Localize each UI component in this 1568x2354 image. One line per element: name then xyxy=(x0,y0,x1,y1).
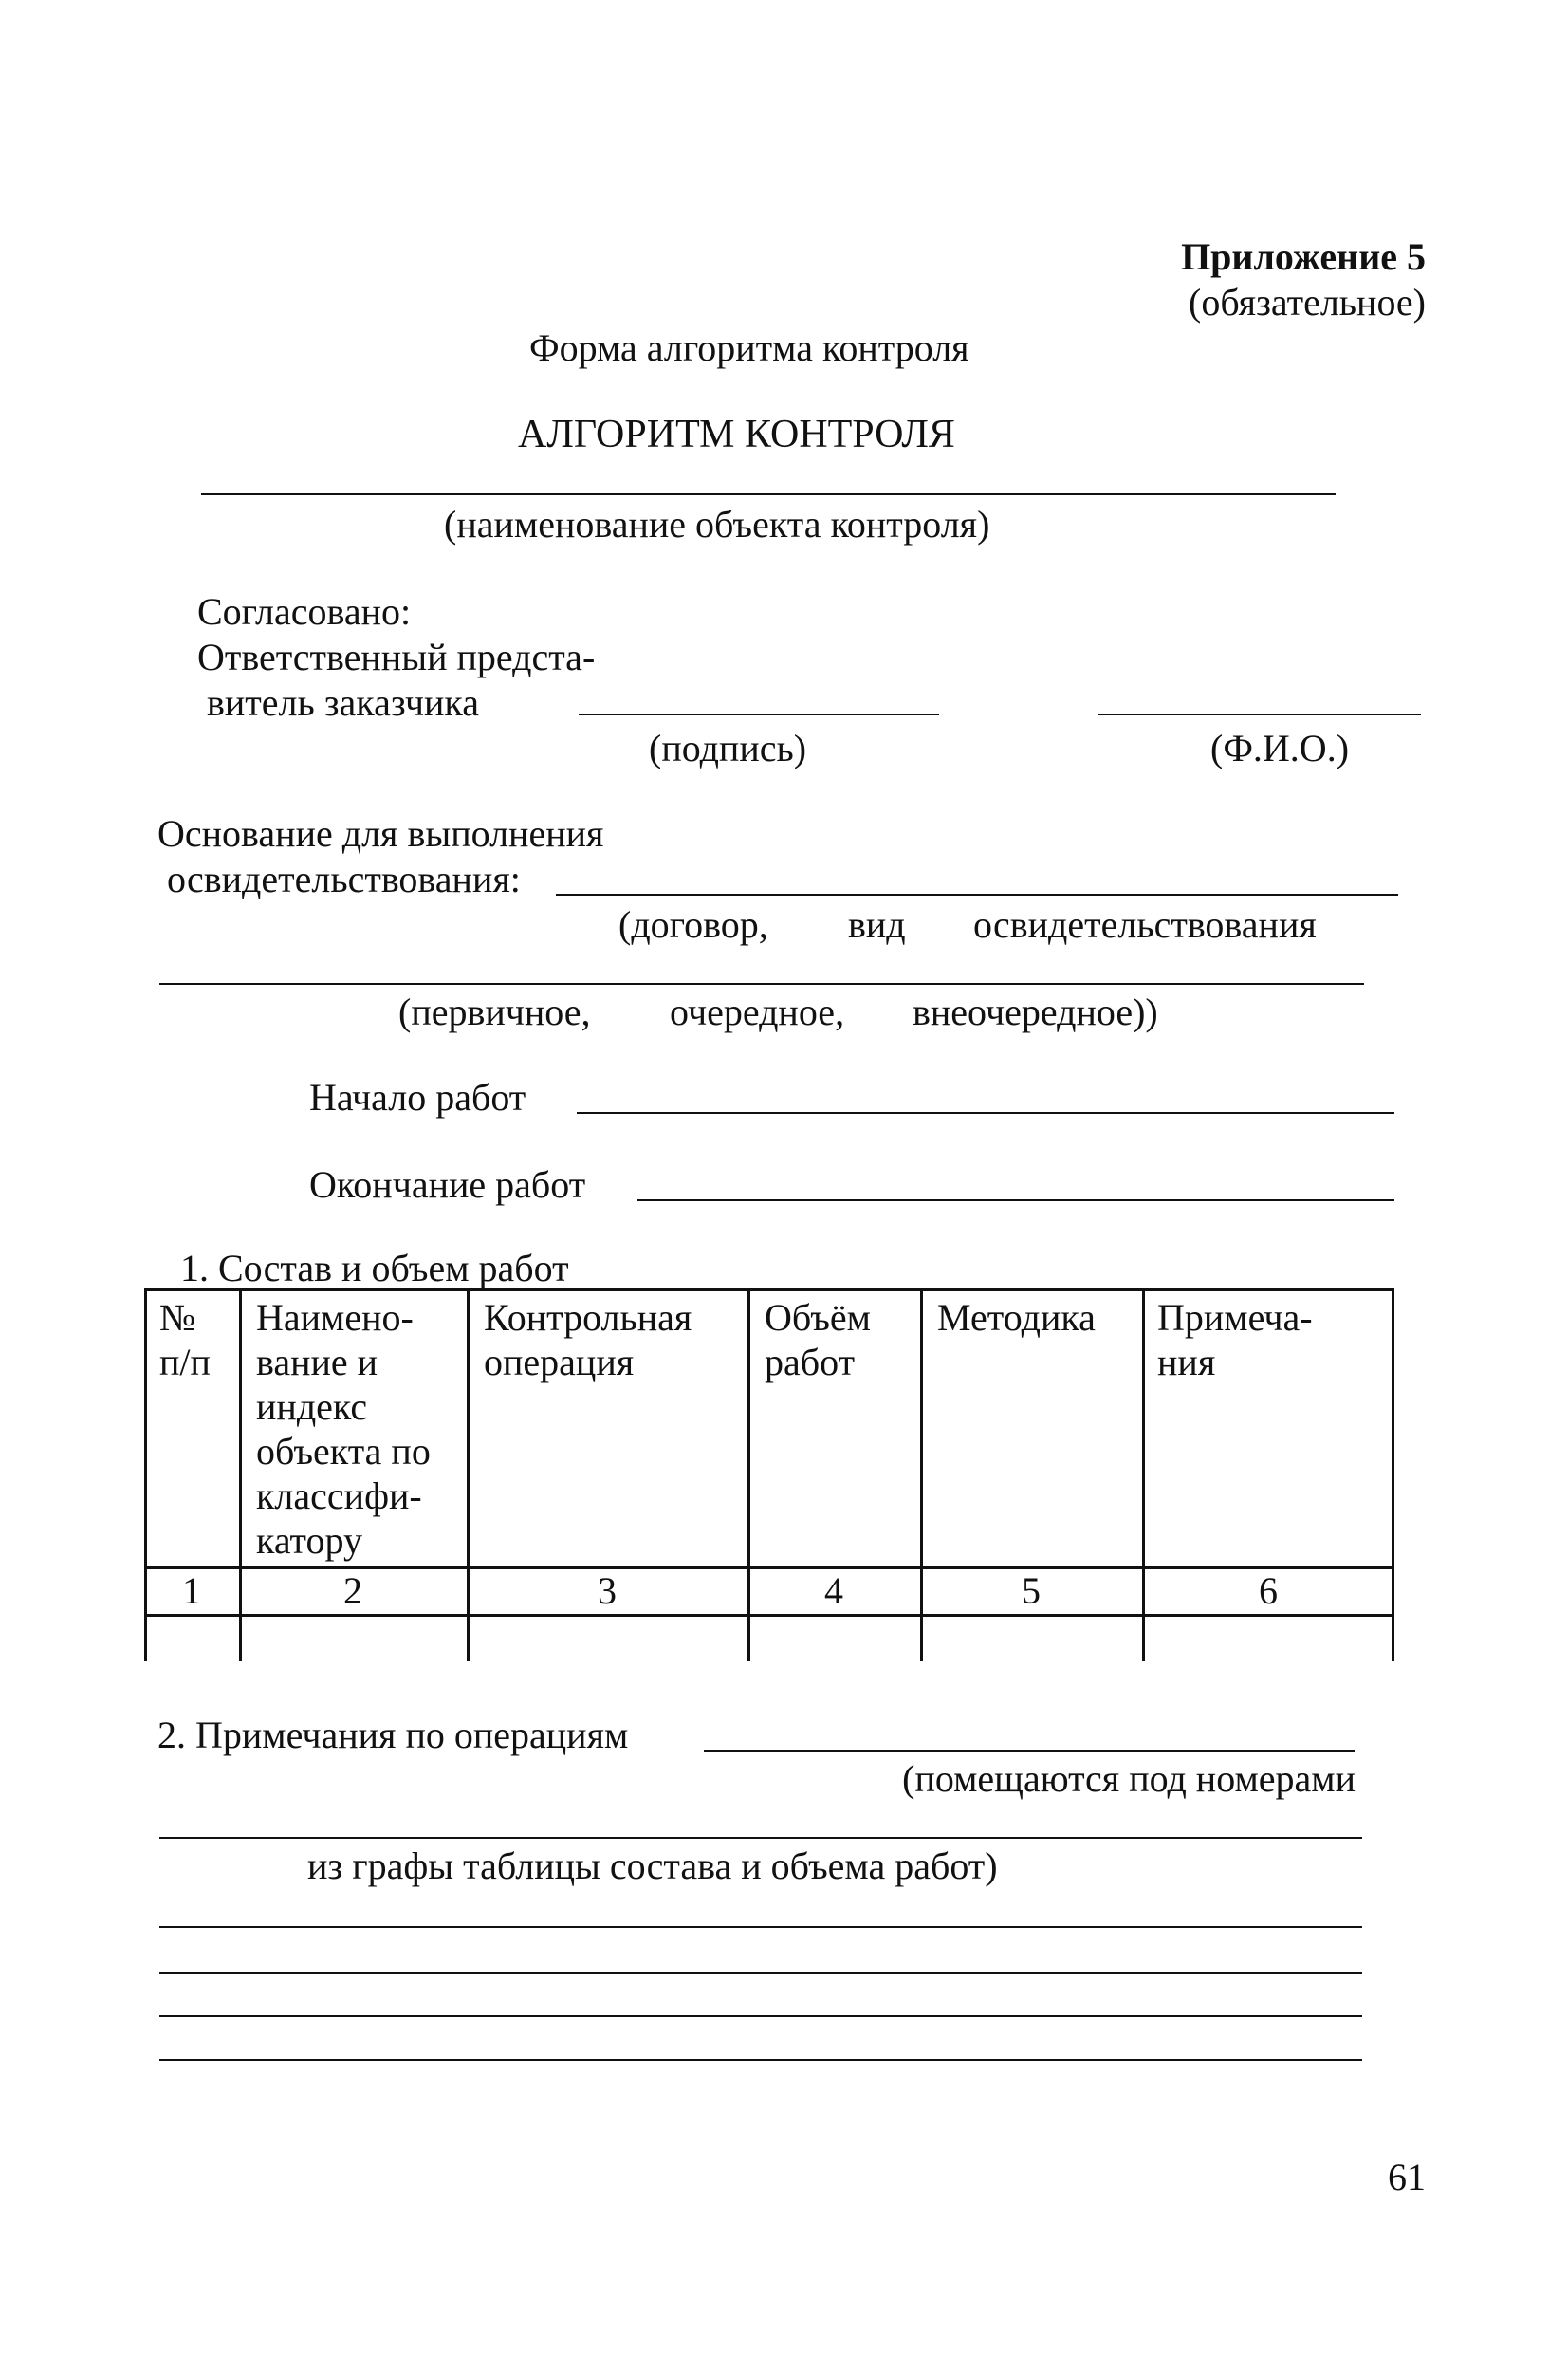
table-header-operation: Контрольная операция xyxy=(484,1296,692,1383)
form-caption: Форма алгоритма контроля xyxy=(529,326,969,369)
basis-hint2-a: (первичное, xyxy=(398,991,591,1033)
table-column-number: 6 xyxy=(1259,1569,1278,1612)
table-header-number: № п/п xyxy=(159,1296,211,1383)
section2-line1[interactable] xyxy=(704,1750,1355,1752)
signature-hint: (подпись) xyxy=(649,727,807,769)
appendix-subtitle: (обязательное) xyxy=(1189,281,1426,324)
approval-role-line1: Ответственный предста- xyxy=(197,636,596,678)
work-start-label: Начало работ xyxy=(309,1076,526,1119)
section2-line5[interactable] xyxy=(159,2015,1362,2017)
work-end-line[interactable] xyxy=(637,1199,1394,1201)
table-column-number: 1 xyxy=(182,1569,201,1612)
full-name-hint: (Ф.И.О.) xyxy=(1210,727,1350,769)
basis-hint2-b: очередное, xyxy=(670,991,845,1033)
table-column-number: 5 xyxy=(1022,1569,1041,1612)
basis-input-line[interactable] xyxy=(556,894,1398,896)
table-column-number: 3 xyxy=(598,1569,617,1612)
section2-line6[interactable] xyxy=(159,2059,1362,2061)
work-end-label: Окончание работ xyxy=(309,1163,586,1206)
basis-hint2-c: внеочередное)) xyxy=(913,991,1158,1033)
object-name-line[interactable] xyxy=(201,493,1336,495)
table-column-number: 2 xyxy=(343,1569,362,1612)
section2-line4[interactable] xyxy=(159,1972,1362,1974)
table-column-number: 4 xyxy=(824,1569,843,1612)
basis-second-line[interactable] xyxy=(159,983,1364,985)
table-header-volume: Объём работ xyxy=(765,1296,871,1383)
section2-line2[interactable] xyxy=(159,1837,1362,1839)
full-name-line[interactable] xyxy=(1098,714,1421,715)
section2-hint1: (помещаются под номерами xyxy=(902,1757,1356,1800)
works-table xyxy=(144,1288,1394,1661)
section1-title: 1. Состав и объем работ xyxy=(180,1247,569,1289)
table-number-row-bottom xyxy=(144,1614,1394,1617)
page-number: 61 xyxy=(1388,2156,1426,2198)
appendix-title: Приложение 5 xyxy=(1181,235,1426,278)
section2-line3[interactable] xyxy=(159,1926,1362,1928)
work-start-line[interactable] xyxy=(577,1112,1394,1114)
basis-hint1-b: вид xyxy=(848,903,906,946)
section2-hint2: из графы таблицы состава и объема работ) xyxy=(307,1844,998,1887)
page-heading: АЛГОРИТМ КОНТРОЛЯ xyxy=(518,413,955,456)
approval-role-line2: витель заказчика xyxy=(207,681,479,724)
table-header-method: Методика xyxy=(937,1296,1096,1339)
section2-title: 2. Примечания по операциям xyxy=(157,1714,629,1756)
signature-line[interactable] xyxy=(579,714,939,715)
basis-line2: освидетельствования: xyxy=(167,858,521,900)
approval-label: Согласовано: xyxy=(197,590,412,633)
basis-hint1-c: освидетельствования xyxy=(973,903,1317,946)
table-header-object: Наимено- вание и индекс объекта по классифи- катору xyxy=(256,1296,431,1562)
object-name-hint: (наименование объекта контроля) xyxy=(444,503,990,546)
basis-line1: Основание для выполнения xyxy=(157,812,604,855)
basis-hint1-a: (договор, xyxy=(618,903,768,946)
table-header-notes: Примеча- ния xyxy=(1157,1296,1313,1383)
